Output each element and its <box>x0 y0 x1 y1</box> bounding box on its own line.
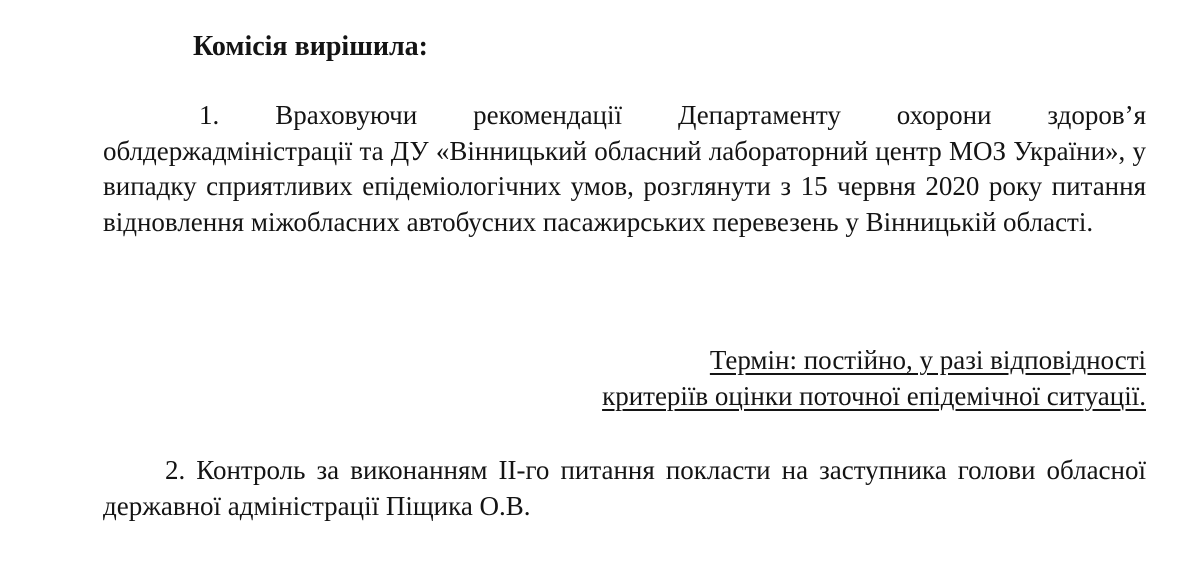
commission-decision-heading: Комісія вирішила: <box>193 31 428 62</box>
term-line-2: критеріїв оцінки поточної епідемічної ситуації. <box>602 380 1146 411</box>
decision-item-1: 1. Враховуючи рекомендації Департаменту охорони здоров’я облдержадміністрації та ДУ «Вінницький обласний лабораторний центр МОЗ України», у випадку сприятливих епідеміологічних умов, розглянути з 15 червня 2020 року питання відновлення міжобласних автобусних пасажирських перевезень у Вінницькій області. <box>103 100 1146 237</box>
term-note <box>602 343 1146 414</box>
term-line-1: Термін: постійно, у разі відповідності <box>709 345 1146 375</box>
decision-item-2: 2. Контроль за виконанням ІІ-го питання покласти на заступника голови обласної державної адміністрації Піщика О.В. <box>103 455 1146 521</box>
